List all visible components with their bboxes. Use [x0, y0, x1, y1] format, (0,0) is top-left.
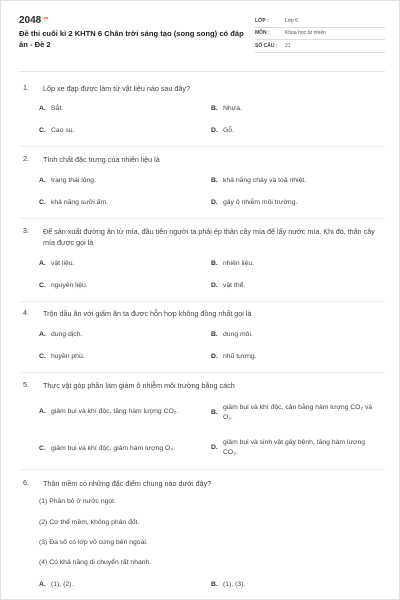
option-6b[interactable]: B. (1), (3). — [211, 581, 246, 588]
option-4a[interactable]: A. dung dịch. — [39, 331, 83, 338]
question-separator — [19, 146, 385, 147]
exam-page: $2048^{.vn}$ Đề thi cuối kì 2 KHTN 6 Chân trời sáng tạo (song song) có đáp án - Đề 2 LỚP : Lớp 6 MÔN : Khoa học tự nhiên SỐ CÂU : 21 1. Lốp xe đạp được làm từ vật liệu nào sau đây? A. Sắt. B. Nhựa. C. Cao su. D. Gỗ. 2. Tính chất đặc trưng của nhiên liệu là A. trạng thái lỏng. B. khả năng cháy và toả nhiệt. C. khả năng sưởi ấm. D. gây ô nhiễm môi trường. 3. Để sản xuất đường ăn từ mía, đầu tiên người ta phải ép thân cây mía để lấy nước mía. Khi đó, thân cây mía được gọi là A. vật liệu. B. nhiên liệu. C. nguyên liệu. D. vật thể. 4. Trộn dầu ăn với giấm ăn ta được hỗn hợp không đồng nhất gọi là A. dung dịch. B. dung môi. C. huyền phù. D. nhũ tương. 5. Thực vật góp phần làm giảm ô nhiễm môi trường bằng cách A. giảm bụi và khí độc, tăng hàm lượng CO₂. B. giảm bụi và khí độc, cân bằng hàm lượng CO₂ và O₂. C. giảm bụi và khí độc, giảm hàm lượng O₂. D. giảm bụi và sinh vật gây bệnh, tăng hàm lượng CO₂. 6. Thân mềm có những đặc điểm chung nào dưới đây? (1) Phần bỏ ở nước ngọt. (2) Cơ thể mềm, không phân đốt. (3) Đa số có lớp vỏ cứng bên ngoài. (4) Có khả năng di chuyển rất nhanh. A. (1), (2). B. (1), (3). — [0, 0, 400, 600]
option-6a[interactable]: A. (1), (2). — [39, 581, 74, 588]
option-3d[interactable]: D. vật thể. — [211, 282, 246, 289]
option-2d[interactable]: D. gây ô nhiễm môi trường. — [211, 199, 298, 206]
site-logo[interactable]: $2048^{.vn}$ — [19, 15, 49, 26]
option-2b[interactable]: B. khả năng cháy và toả nhiệt. — [211, 177, 307, 184]
exam-header — [19, 15, 385, 65]
statement-2: (2) Cơ thể mềm, không phân đốt. — [39, 519, 140, 526]
question-separator — [19, 469, 385, 470]
option-5c[interactable]: C. giảm bụi và khí độc, giảm hàm lượng O₂. — [39, 445, 175, 452]
info-row-subject: MÔN : Khoa học tự nhiên — [255, 28, 385, 41]
option-2a[interactable]: A. trạng thái lỏng. — [39, 177, 96, 184]
question-separator — [19, 218, 385, 219]
option-1a[interactable]: A. Sắt. — [39, 105, 64, 112]
statement-1: (1) Phần bỏ ở nước ngọt. — [39, 498, 116, 505]
option-2c[interactable]: C. khả năng sưởi ấm. — [39, 199, 108, 206]
exam-title: Đề thi cuối kì 2 KHTN 6 Chân trời sáng tạo (song song) có đáp án - Đề 2 — [19, 29, 244, 49]
option-5d[interactable]: D. giảm bụi và sinh vật gây bệnh, tăng hàm lượng CO₂. — [211, 439, 366, 456]
option-4d[interactable]: D. nhũ tương. — [211, 353, 257, 360]
option-5a[interactable]: A. giảm bụi và khí độc, tăng hàm lượng CO₂. — [39, 408, 179, 415]
option-1c[interactable]: C. Cao su. — [39, 127, 75, 134]
exam-info-table — [255, 15, 385, 53]
header-divider — [19, 71, 385, 72]
question-separator — [19, 372, 385, 373]
option-3c[interactable]: C. nguyên liệu. — [39, 282, 88, 289]
option-4b[interactable]: B. dung môi. — [211, 331, 253, 338]
statement-4: (4) Có khả năng di chuyển rất nhanh. — [39, 559, 152, 566]
info-row-count: SỐ CÂU : 21 — [255, 40, 385, 53]
option-4c[interactable]: C. huyền phù. — [39, 353, 85, 360]
question-separator — [19, 301, 385, 302]
option-5b[interactable]: B. giảm bụi và khí độc, cân bằng hàm lượng CO₂ và O₂. — [211, 404, 373, 421]
option-3a[interactable]: A. vật liệu. — [39, 260, 75, 267]
option-1b[interactable]: B. Nhựa. — [211, 105, 242, 112]
option-3b[interactable]: B. nhiên liệu. — [211, 260, 254, 267]
option-1d[interactable]: D. Gỗ. — [211, 127, 234, 134]
info-row-grade: LỚP : Lớp 6 — [255, 15, 385, 28]
statement-3: (3) Đa số có lớp vỏ cứng bên ngoài. — [39, 539, 148, 546]
